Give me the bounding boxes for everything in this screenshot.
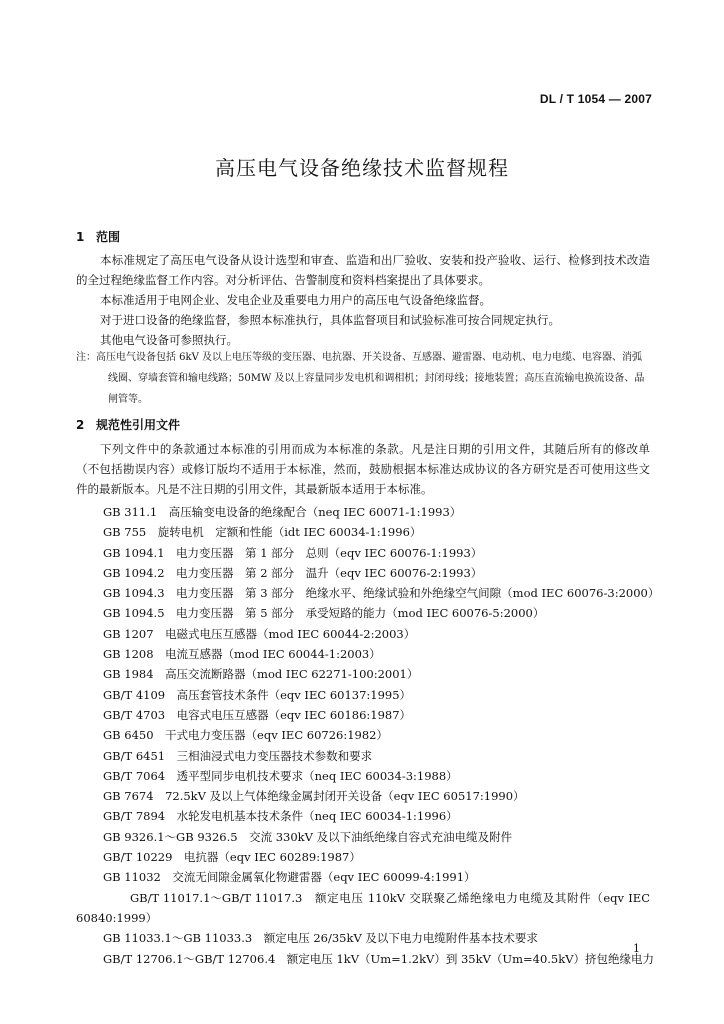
reference-item [76, 685, 650, 705]
scope-note [76, 347, 650, 410]
reference-code: GB 1984 [103, 667, 154, 682]
reference-item [76, 583, 660, 603]
reference-code: GB 1094.2 [103, 565, 165, 580]
reference-code: GB 1207 [103, 626, 154, 641]
reference-code: GB 1208 [103, 647, 154, 662]
reference-title: 72.5kV 及以上气体绝缘金属封闭开关设备（eqv IEC 60517:1990） [165, 789, 525, 804]
reference-item [76, 705, 650, 725]
reference-item [76, 624, 650, 644]
reference-title: 电流互感器（mod IEC 60044-1:2003） [165, 647, 381, 662]
section-1-heading [76, 228, 120, 245]
reference-item [76, 644, 650, 664]
references-intro: 下列文件中的条款通过本标准的引用而成为本标准的条款。凡是注日期的引用文件，其随后所有的修改单（不包括勘误内容）或修订版均不适用于本标准，然而，鼓励根据本标准达成协议的各方研究是否可使用这些文件的最新版本。凡是不注日期的引用文件，其最新版本适用于本标准。 [76, 442, 650, 496]
reference-item [76, 867, 650, 887]
reference-title: 高压套管技术条件（eqv IEC 60137:1995） [176, 687, 412, 702]
reference-item [76, 543, 650, 563]
reference-code: GB 1094.5 [103, 606, 165, 621]
reference-title: 三相油浸式电力变压器技术参数和要求 [176, 748, 373, 763]
reference-code: GB/T 6451 [103, 748, 166, 763]
reference-title: 水轮发电机基本技术条件（neq IEC 60034-1:1996） [176, 809, 458, 824]
reference-item [76, 949, 655, 969]
reference-code: GB 11032 [103, 870, 161, 885]
reference-title: 电力变压器 第 5 部分 承受短路的能力（mod IEC 60076-5:2000） [176, 606, 545, 621]
reference-item [76, 563, 650, 583]
reference-code: GB/T 4703 [103, 707, 166, 722]
scope-paragraph-2: 本标准适用于电网企业、发电企业及重要电力用户的高压电气设备绝缘监督。 [100, 293, 491, 307]
scope-paragraph-1: 本标准规定了高压电气设备从设计选型和审查、监造和出厂验收、安装和投产验收、运行、检修到技术改造的全过程绝缘监督工作内容。对分析评估、告警制度和资料档案提出了具体要求。 [76, 253, 650, 287]
section-2-number: 2 [76, 418, 85, 432]
reference-title: 高压交流断路器（mod IEC 62271-100:2001） [165, 667, 419, 682]
reference-item [76, 664, 650, 684]
section-1-title: 范围 [96, 230, 121, 244]
scope-note-text: 注：高压电气设备包括 6kV 及以上电压等级的变压器、电抗器、开关设备、互感器、避雷器、电动机、电力电缆、电容器、消弧线圈、穿墙套管和输电线路；50MW 及以上容量同步发电机和调相机；封闭母线；接地装置；高压直流输电换流设备、晶闸管等。 [76, 352, 645, 405]
reference-code: GB 1094.1 [103, 545, 165, 560]
section-1-number: 1 [76, 230, 85, 244]
scope-paragraph-3: 对于进口设备的绝缘监督，参照本标准执行，具体监督项目和试验标准可按合同规定执行。 [100, 313, 560, 327]
reference-title: 电抗器（eqv IEC 60289:1987） [183, 850, 361, 865]
reference-code: GB 6450 [103, 728, 154, 743]
reference-item [76, 766, 650, 786]
reference-item [76, 888, 650, 929]
page-number: 1 [633, 942, 640, 955]
reference-title: 透平型同步电机技术要求（neq IEC 60034-3:1988） [176, 768, 458, 783]
reference-item [76, 603, 650, 623]
standard-code: DL / T 1054 — 2007 [539, 92, 652, 106]
reference-title: 电容式电压互感器（eqv IEC 60186:1987） [176, 707, 412, 722]
reference-item [76, 746, 650, 766]
reference-code: GB/T 11017.1～GB/T 11017.3 [130, 890, 303, 905]
reference-title: 旋转电机 定额和性能（idt IEC 60034-1:1996） [157, 525, 422, 540]
reference-item [76, 502, 650, 522]
reference-title: 干式电力变压器（eqv IEC 60726:1982） [165, 728, 388, 743]
reference-code: GB/T 10229 [103, 850, 173, 865]
reference-item [76, 928, 650, 948]
reference-code: GB 11033.1～GB 11033.3 [103, 931, 253, 946]
section-2-title: 规范性引用文件 [96, 418, 181, 432]
reference-item [76, 847, 650, 867]
reference-title: 高压输变电设备的绝缘配合（neq IEC 60071-1:1993） [168, 505, 462, 519]
reference-code: GB 7674 [103, 789, 154, 804]
reference-item [76, 806, 650, 826]
reference-item [76, 786, 650, 806]
reference-item [76, 522, 650, 542]
reference-code: GB 1094.3 [103, 586, 165, 601]
reference-item [76, 827, 650, 847]
reference-code: GB/T 7064 [103, 768, 166, 783]
reference-code: GB/T 12706.1～GB/T 12706.4 [103, 951, 276, 966]
reference-title: 电磁式电压互感器（mod IEC 60044-2:2003） [165, 626, 416, 641]
reference-title: 交流无间隙金属氧化物避雷器（eqv IEC 60099-4:1991） [172, 870, 476, 885]
reference-code: GB 755 [103, 525, 147, 540]
reference-title: 额定电压 26/35kV 及以下电力电缆附件基本技术要求 [263, 931, 538, 946]
reference-title: 额定电压 1kV（Um=1.2kV）到 35kV（Um=40.5kV）挤包绝缘电力 [286, 951, 655, 966]
reference-title: 电力变压器 第 2 部分 温升（eqv IEC 60076-2:1993） [176, 565, 483, 580]
reference-title: 额定电压 110kV 交联聚乙烯绝缘电力电缆及其附件（eqv IEC 60840:1999） [76, 890, 650, 925]
document-title: 高压电气设备绝缘技术监督规程 [215, 156, 509, 180]
reference-title: 电力变压器 第 1 部分 总则（eqv IEC 60076-1:1993） [176, 545, 483, 560]
scope-paragraph-4: 其他电气设备可参照执行。 [100, 333, 238, 347]
reference-title: 电力变压器 第 3 部分 绝缘水平、绝缘试验和外绝缘空气间隙（mod IEC 60076-3:2000） [176, 586, 660, 601]
reference-code: GB/T 4109 [103, 687, 166, 702]
section-2-heading [76, 416, 180, 433]
reference-title: 交流 330kV 及以下油纸绝缘自容式充油电缆及附件 [249, 829, 513, 844]
reference-code: GB/T 7894 [103, 809, 166, 824]
reference-item [76, 725, 650, 745]
reference-code: GB 311.1 [103, 505, 158, 519]
reference-code: GB 9326.1～GB 9326.5 [103, 829, 238, 844]
reference-list [76, 502, 660, 969]
